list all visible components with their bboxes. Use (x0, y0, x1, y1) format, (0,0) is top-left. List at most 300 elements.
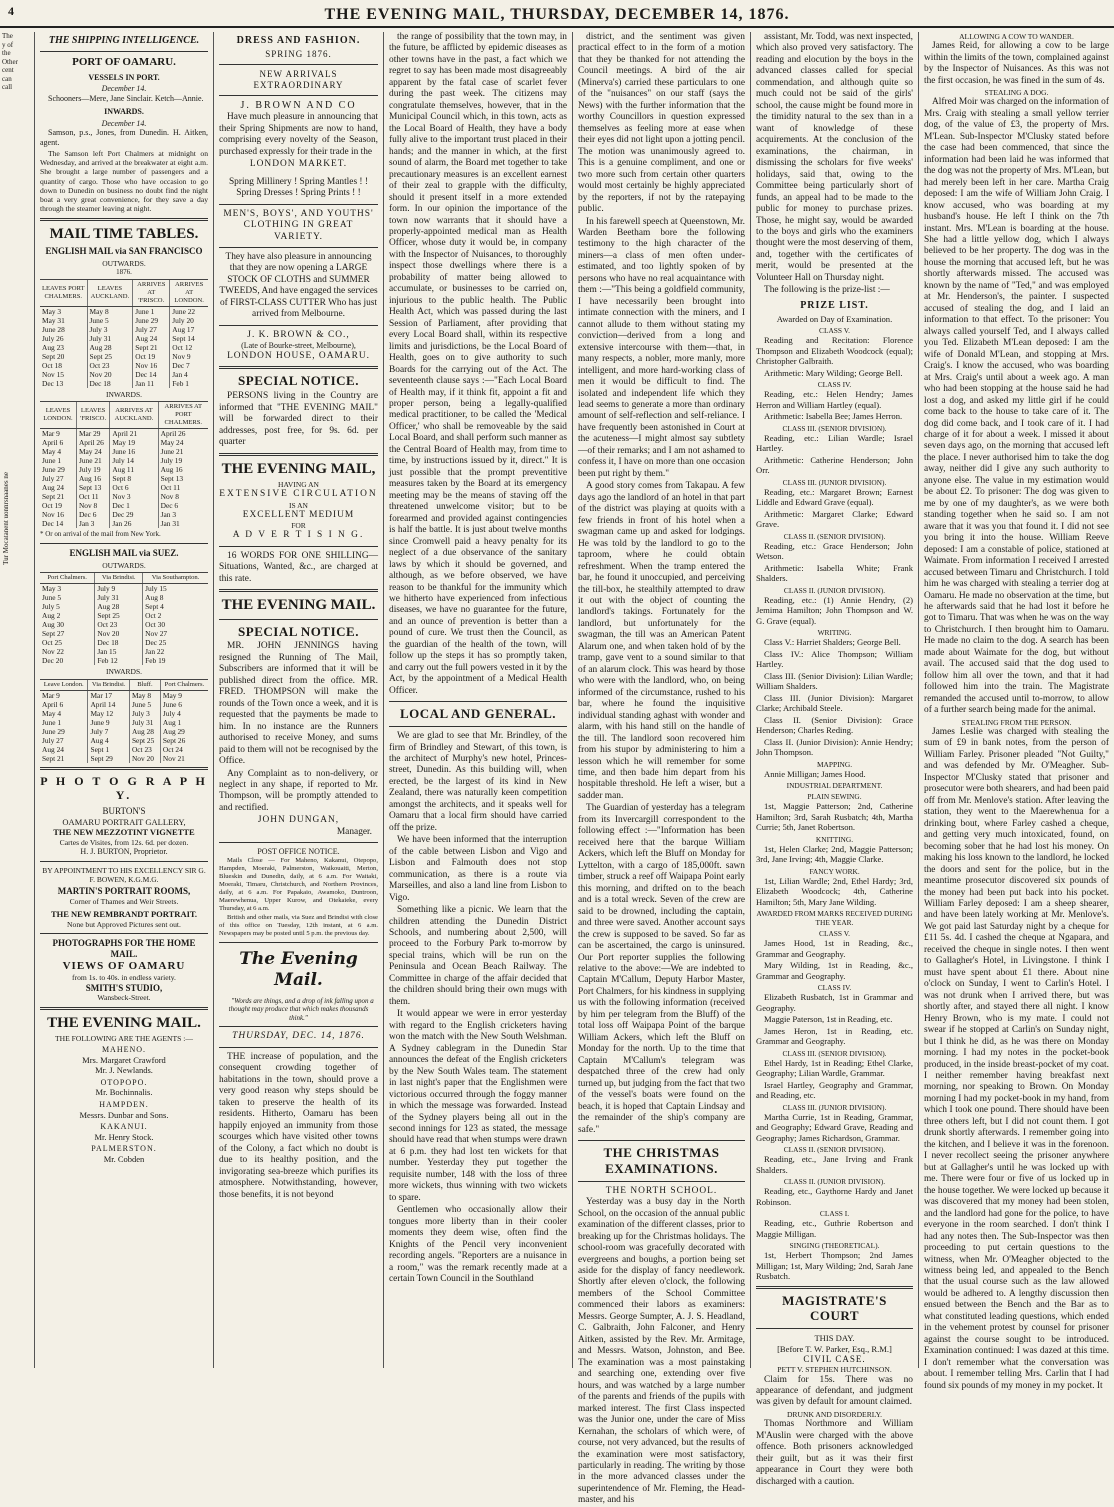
sf-in-cell: June 21 (76, 456, 109, 465)
margin-fragment: call (2, 83, 13, 92)
suez-in-cell: May 12 (88, 709, 129, 718)
suez-in-cell: June 5 (129, 700, 160, 709)
brown-text: Have much pleasure in announcing that their Spring Shipments are now to hand, comprising every novelty of the Season, purchased expressly for their trade in the (219, 112, 378, 157)
column-5 (750, 32, 918, 1487)
sf-in-cell: June 1 (42, 456, 62, 466)
mail-timetables-heading: MAIL TIME TABLES. (49, 225, 199, 242)
for-line: FOR (291, 521, 306, 531)
prize-class-heading: CLASS IV. (817, 380, 852, 390)
page-number: 4 (8, 4, 15, 18)
prize-entry: Arithmetic: Margaret Clarke; Edward Grave. (756, 508, 913, 530)
sf-out-cell: Sept 14 (170, 334, 208, 343)
mens-clothing: MEN'S, BOYS', AND YOUTHS' CLOTHING IN GREAT VARIETY. (223, 208, 374, 242)
prize-entry: Class II. (Senior Division): Grace Henderson; Charles Reding. (756, 714, 913, 736)
sf-out-cell: July 27 (133, 325, 170, 334)
suez-out-cell: July 31 (95, 593, 143, 602)
sf-out-cell: Sept 21 (133, 343, 170, 352)
sf-in-cell: Jan 31 (158, 519, 208, 528)
suez-out-cell: Oct 2 (143, 611, 208, 620)
sf-outwards-label: OUTWARDS. (102, 258, 146, 268)
vessels-text: Schooners—Mere, Jane Sinclair. Ketch—Annie. (48, 94, 204, 104)
sf-in-row (40, 519, 208, 528)
burton-vignette: THE NEW MEZZOTINT VIGNETTE (53, 827, 195, 838)
sf-in-header: LEAVES LONDON. (40, 402, 76, 429)
large-stock: They have also pleasure in announcing that they are now opening a LARGE STOCK OF CLOTHS and SUMMER TWEEDS, And have engaged the services of FIRST-CLASS CUTTER Who has just arrived from Melbourne. (219, 251, 378, 320)
sf-out-cell: Oct 12 (170, 343, 208, 352)
suez-in-row (40, 745, 208, 754)
suez-out-row (40, 647, 208, 656)
suez-in-cell: July 27 (42, 735, 64, 745)
prize-entry: Annie Milligan; James Hood. (764, 768, 866, 779)
is-an: IS AN (289, 500, 308, 510)
sf-out-cell: Aug 28 (87, 343, 133, 352)
prize-class-heading: CLASS V. (819, 929, 850, 939)
sf-inwards-label: INWARDS. (105, 389, 143, 399)
prize-class-heading: MAPPING. (816, 759, 853, 769)
this-day: THIS DAY. (814, 1333, 855, 1344)
sf-in-cell: Sept 8 (110, 474, 158, 483)
extensive-circulation: EXTENSIVE CIRCULATION (219, 489, 378, 500)
approved-line: None but Approved Pictures sent out. (67, 919, 181, 929)
sf-note: * Or on arrival of the mail from New York. (40, 530, 161, 539)
prize-class-heading: CLASS II. (SENIOR DIVISION). (783, 531, 886, 541)
sf-in-header: ARRIVES AT PORT CHALMERS. (158, 402, 208, 429)
suez-in-row (40, 754, 208, 763)
sf-out-row (40, 370, 208, 379)
suez-out-cell: Jan 22 (143, 647, 208, 656)
suez-in-cell: Aug 4 (88, 736, 129, 745)
local-cable: We have been informed that the interruption of the cable between Lisbon and Vigo and Lisbon and Falmouth does not stop communication, as there is a route via Marseilles, and also a land line from Lisbon to Vigo. (389, 835, 567, 903)
brown-heading: J. BROWN AND CO (240, 100, 357, 112)
margin-fragment: can (2, 74, 12, 83)
magistrates-court-heading: MAGISTRATE'S COURT (782, 1292, 887, 1324)
suez-in-cell: Sept 25 (129, 736, 160, 745)
brown-signature: J. K. BROWN & CO., (247, 329, 350, 340)
sf-out-row (40, 343, 208, 352)
suez-out-header: Via Southampton. (143, 573, 208, 584)
suez-out-cell: Nov 22 (42, 647, 64, 657)
margin-fragment: y of (2, 40, 14, 49)
sf-in-row (40, 456, 208, 465)
suez-out-cell: Nov 27 (143, 629, 208, 638)
sf-in-cell: Sept 13 (76, 483, 109, 492)
suez-in-cell: Nov 21 (160, 754, 208, 763)
prize-entry: James Heron, 1st in Reading, etc. Grammar and Geography. (756, 1025, 913, 1047)
suez-out-cell: June 5 (42, 593, 62, 603)
column-2 (213, 32, 383, 1368)
column-3 (383, 32, 572, 1368)
sf-out-cell: Sept 25 (87, 352, 133, 361)
north-school-heading: THE NORTH SCHOOL. (605, 1185, 718, 1196)
suez-out-row (40, 584, 208, 594)
suez-out-row (40, 593, 208, 602)
suez-in-cell: July 31 (129, 718, 160, 727)
civil-case-text: Claim for 15s. There was no appearance of defendant, and judgment was given by default for amount claimed. (756, 1374, 913, 1408)
appointment-text: BY APPOINTMENT TO HIS EXCELLENCY SIR G. F. BOWEN, K.G.M.G. (42, 865, 206, 884)
post-office-heading: POST OFFICE NOTICE. (257, 847, 340, 857)
suez-out-cell: May 3 (42, 584, 62, 594)
prize-entry: Class IV.: Alice Thompson; William Hartley. (756, 648, 913, 670)
sf-out-cell: Dec 13 (42, 378, 64, 388)
burton-proprietor: H. J. BURTON, Proprietor. (80, 847, 168, 857)
local-wreck: The Guardian of yesterday has a telegram from its Invercargill correspondent to the following effect :—"Information has been received here that the barque William Ackers, which left the Bluff on Monday for Lyttelton, with a cargo of 185,000ft. sawn timber, struck a reef off Waipapa Point early this morning, and drifted on to the beach and is a total wreck. Seven of the crew are said to be drowned, including the captain, and three were saved. Another account says the crew is supposed to be saved. So far as can be ascertained, the cargo is uninsured. Our Port reporter supplies the following relative to the above:—We are indebted to Captain M'Callum, Deputy Harbor Master, Port Chalmers, for his kindness in supplying us with the following information (received by him per telegram from the Bluff) of the total loss off Waipapa Point of the barque William Ackers, which left the Bluff on Monday for the north. Up to the time that Captain M'Callum's telegram was despatched three of the crew had only turned up, but judging from the fact that two of the vessel's boats were found on the beach, it is hoped that Captain Lindsay and the remainder of the ship's company are safe." (578, 803, 745, 1135)
sf-out-cell: Aug 17 (170, 325, 208, 334)
local-picnic: Something like a picnic. We learn that the children attending the Dunedin District Schools, and numbering about 2,500, will proceed to the Forbury Park to-morrow by special trains, which will be run on the Peninsula and Ocean Beach Railway. The Committee in charge of the affair decided that the children should bring their own mugs with them. (389, 905, 567, 1007)
prize-list (756, 326, 913, 1281)
sf-inwards-table (40, 401, 208, 528)
prize-entry: Elizabeth Rusbatch, 1st in Grammar and Geography. (756, 992, 913, 1013)
sf-in-cell: May 4 (42, 447, 62, 457)
prize-entry: Reading, etc., Guthrie Robertson and Maggie Milligan. (756, 1218, 913, 1239)
suez-in-header: Port Chalmers. (160, 679, 208, 690)
vessels-date: December 14. (101, 84, 147, 94)
prize-entry: Arithmetic: Isabella Bee; James Herron. (764, 411, 903, 422)
before-magistrate: [Before T. W. Parker, Esq., R.M.] (777, 1343, 892, 1354)
rembrandt-line: THE NEW REMBRANDT PORTRAIT. (50, 909, 198, 920)
prize-list-intro: The following is the prize-list :— (764, 285, 890, 296)
suez-out-cell: Aug 2 (42, 611, 61, 621)
suez-in-row (40, 718, 208, 727)
sf-in-cell: July 27 (42, 474, 64, 484)
suez-in-cell: April 14 (88, 700, 129, 709)
civil-case-title: PETT V. STEPHEN HUTCHINSON. (777, 1365, 892, 1375)
home-mail-heading: PHOTOGRAPHS FOR THE HOME MAIL. (52, 937, 196, 959)
complaint-notice: Any Complaint as to non-delivery, or neglect in any shape, if reported to Mr. Thompson, will be promptly attended to and rectified. (219, 768, 378, 813)
suez-out-cell: Dec 20 (42, 656, 64, 666)
prize-class-heading: CLASS III. (SENIOR DIVISION). (782, 1048, 887, 1058)
person-text: James Leslie was charged with stealing the sum of £9 in bank notes, from the person of William Farley. Prisoner pleaded "Not Guilty," and was defended by Mr. O'Meagher. Sub-Inspector M'Clusky stated that prisoner and prosecutor were both shearers, and had been paid off from Mr. Menlove's station. After leaving the station, they went to the Maerewhenua for a drinking bout, where Farley cashed a cheque, and getting very much intoxicated, found, on becoming sober that he had lost his money. On making his loss known to the landlord, he locked the doors and sent for the police, but in the meantime prosecutor discovered six pounds of the money had been put back into his pocket. William Farley deposed: I am a sheep shearer, and have been lately working at Mr. Menlove's. We got paid last Saturday night by a cheque for £11 5s. 4d. I cashed the cheque at Ngapara, and received the cheque in single notes. I then went to Gallagher's Hotel, in Livingstone. I think I must have spent about £1 there. About nine o'clock on Sunday, I went to Carlin's Hotel. I was not drunk when I arrived there, but was shortly after, and stayed there all night. I know Henry Brown, who is my mate. I could not swear if he stopped at Carlin's on Sunday night, but I think he did, as he was there on Monday morning. I had my notes in the pocket-book produced, in the inside breast-pocket of my coat. I neither remember having breakfast next morning, nor speaking to Brown. On Monday morning I had my pocket-book in my hand, from which I took one pound. There should have been three others left, but I did not count them. I got drunk shortly afterwards. I remember going into the kitchen, and I believe it was in the forenoon. I never recollect seeing the prisoner anywhere but at Gallagher's until he was locked up with me. There were four or five of us locked up in the house together. We were locked up because it was discovered that my money had been stolen, and the landlord had gone for the police, to have everyone in the room searched. I don't think I had any notes then. The Sub-Inspector was then proceeding to put certain questions to the witness, when Mr. O'Meagher objected to the witness being led, and appealed to the Bench that the usual course such as the law allowed would be adhered to. A lengthy discussion then ensued between the Bench and the Bar as to what constituted leading questions, which ended in the vehement protest by counsel for prisoner against the course sought to be introduced. Examination continued: I was dazed at this time. I don't remember what the conversation was about. I remember telling Mrs. Carlin that I had found six pounds of my money in my pocket. It (924, 726, 1109, 1391)
suez-out-cell: Dec 18 (95, 638, 143, 647)
suez-in-row (40, 709, 208, 718)
agent-place: MAHENO. (101, 1045, 147, 1055)
sf-in-cell: Jan 26 (110, 519, 158, 528)
suez-out-row (40, 611, 208, 620)
suez-out-row (40, 602, 208, 611)
prize-class-heading: FANCY WORK. (809, 866, 860, 876)
prize-entry: Arithmetic: Catherine Henderson; John Orr. (756, 454, 913, 476)
burton-gallery: OAMARU PORTRAIT GALLERY, (62, 817, 186, 828)
sf-out-row (40, 334, 208, 343)
suez-out-cell: Oct 23 (95, 620, 143, 629)
sf-out-cell: Nov 20 (87, 370, 133, 379)
sf-in-cell: Aug 11 (110, 465, 158, 474)
prize-list-heading: PRIZE LIST. (800, 299, 869, 311)
margin-column (0, 32, 34, 1368)
sf-out-cell: June 29 (133, 316, 170, 325)
jennings-notice: MR. JOHN JENNINGS having resigned the Running of The Mail, Subscribers are informed that it will be published direct from the office. MR. FRED. THOMPSON will make the rounds of the Town once a week, and it is requested that the payments be made to him. In no instance are the Runners authorised to receive Money, and sums paid to them will not be recognised by the Office. (219, 641, 378, 767)
suez-out-row (40, 638, 208, 647)
suez-inwards-table (40, 679, 208, 763)
suez-in-cell: Oct 23 (129, 745, 160, 754)
prize-class-heading: CLASS I. (819, 1209, 850, 1219)
sf-in-cell: Dec 6 (158, 501, 208, 510)
sf-out-cell: May 31 (42, 315, 65, 325)
sf-out-cell: Dec 14 (133, 370, 170, 379)
sf-in-cell: Oct 11 (158, 483, 208, 492)
masthead-motto: "Words are things, and a drop of ink falling upon a thought may produce that which makes thousands think." (228, 996, 374, 1022)
samson-text: The Samson left Port Chalmers at midnight on Wednesday, and arrived at the breakwater at eight a.m. She brought a large number of passengers and a quantity of cargo. Those who have occasion to go down to Dunedin on business no doubt find the night boat a very great convenience, for they save a day through the steamer leaving at night. (40, 148, 208, 214)
dungan-signature: JOHN DUNGAN, (257, 815, 340, 826)
sf-out-row (40, 361, 208, 370)
suez-in-cell: Sept 21 (42, 753, 65, 763)
prize-entry: James Hood, 1st in Reading, &c., Grammar and Geography. (756, 938, 913, 959)
sf-in-cell: Aug 16 (76, 474, 109, 483)
sf-out-cell: Aug 24 (133, 334, 170, 343)
sf-out-header: ARRIVES AT LONDON. (170, 279, 208, 306)
margin-side-text: Tur Mocatanent uonnrsnaanes ne (2, 471, 10, 565)
drunk-heading: DRUNK AND DISORDERLY. (786, 1409, 883, 1419)
dog-heading: STEALING A DOG. (984, 88, 1049, 98)
suez-out-cell: Feb 12 (95, 656, 143, 665)
suez-in-cell: Sept 1 (88, 745, 129, 754)
suez-in-cell: June 1 (42, 717, 62, 727)
suez-in-cell: Aug 1 (160, 718, 208, 727)
sf-in-row (40, 501, 208, 510)
agent-entry (40, 1065, 208, 1075)
sf-out-cell: Nov 16 (133, 361, 170, 370)
suez-out-cell: Oct 25 (42, 638, 62, 648)
agent-entry (40, 1122, 208, 1142)
prize-entry: Arithmetic: Isabella White; Frank Shalders. (756, 562, 913, 584)
sf-in-header: ARRIVES AT AUCKLAND. (110, 402, 158, 429)
sf-in-row (40, 510, 208, 519)
suez-in-header: Leave London. (40, 679, 88, 690)
sf-out-cell: June 1 (133, 306, 170, 316)
prize-entry: Arithmetic: Mary Wilding; George Bell. (764, 367, 903, 378)
suez-in-cell: May 8 (129, 690, 160, 700)
suez-out-cell: Aug 30 (42, 620, 64, 630)
mails-close-text: Mails Close — For Maheno, Kakanui, Otepopo, Hampden, Moeraki, Palmerston, Waikouaiti, Merton, Blueskin and Dunedin, daily, at 6 a.m. For Waitaki, Moeraki, Timaru, Christchurch, and Northern Provinces, daily, at 6 a.m. For Papakaio, Awamoko, Duntroon, Maerewhenua, Upper Kurow, and Otekaieke, every Thursday, at 6 a.m. (219, 857, 378, 913)
photography-heading: P H O T O G R A P H Y. (40, 773, 208, 803)
suez-out-row (40, 620, 208, 629)
agent-entry (40, 1100, 208, 1120)
local-swagman: A good story comes from Takapau. A few days ago the landlord of an hotel in that part of the district was playing at quoits with a few friends in front of his hotel when a swagman came up and asked for lodgings. He was told by the landlord to go to the taproom, where he could obtain refreshment. When the tramp entered the bar, he found it unoccupied, and perceiving the till-box, he stealthily attempted to draw it out with the object of counting the landlord's takings. Fortunately for the landlord, but unfortunately for the swagman, the till was an American Patent Alarum one, and when taken hold of by the tramp, gave vent to a sound similar to that of an alarum clock. This was heard by those who were with the landlord, who, on being informed of the circumstance, rushed to his bar, where he found the inquisitive individual standing aghast with wonder and alarm, with his hand still on the handle of the till. The landlord soon recovered him from his stupor by administering to him a lesson which he will remember for some time, and then bade him depart from his hospitable threshold. He left a wiser, but a sadder man. (578, 481, 745, 801)
prize-entry: Reading, etc.: (1) Annie Hendry, (2) Jemima Hamilton; John Thompson and W. G. Grave (equal). (756, 594, 913, 626)
inwards-date: December 14. (101, 118, 147, 128)
burton-name: BURTON'S (102, 806, 146, 817)
agent-place: PALMERSTON. (91, 1144, 157, 1154)
prize-class-heading: CLASS II. (SENIOR DIVISION). (783, 1145, 886, 1155)
sf-out-row (40, 352, 208, 361)
prize-entry: Reading, etc.: Helen Hendry; James Herron and William Hartley (equal). (756, 389, 913, 410)
sf-in-cell: Oct 11 (76, 492, 109, 501)
civil-case-heading: CIVIL CASE. (803, 1354, 866, 1365)
local-brindley: We are glad to see that Mr. Brindley, of the firm of Brindley and Stewart, of this town, is the architect of Murphy's new hotel, Princes-street, Dunedin. As this building will, when erected, be the largest of its kind in New Zealand, there was naturally keen competition amongst the architects, and it speaks well for Oamaru that a local firm should have carried off the prize. (389, 731, 567, 833)
prize-entry: 1st, Herbert Thompson; 2nd James Milligan; 1st, Mary Wilding; 2nd, Sarah Jane Rusbatch. (756, 1250, 913, 1282)
suez-in-cell: June 9 (88, 718, 129, 727)
sf-out-cell: July 20 (170, 316, 208, 325)
prize-entry: Class III. (Senior Division): Lilian Wardle; William Shalders. (756, 670, 913, 692)
prize-entry: Ethel Hardy, 1st in Reading; Ethel Clarke, Geography; Lilian Wardle, Grammar. (756, 1057, 913, 1079)
agent-name: Mrs. Margaret Crawford (82, 1055, 166, 1066)
suez-out-cell: Aug 8 (143, 593, 208, 602)
sf-out-header: LEAVES AUCKLAND. (87, 279, 133, 306)
suez-in-cell: July 7 (88, 727, 129, 736)
margin-fragments (2, 32, 32, 92)
martin-address: Corner of Thames and Weir Streets. (69, 897, 179, 907)
sf-out-cell: Oct 23 (87, 361, 133, 370)
suez-in-cell: June 6 (160, 700, 208, 709)
agents-intro: THE FOLLOWING ARE THE AGENTS :— (54, 1034, 193, 1044)
special-notice-2: SPECIAL NOTICE. (238, 623, 359, 639)
suez-in-header: Bluff. (129, 679, 160, 690)
sf-in-row (40, 429, 208, 439)
prize-entry: 1st, Lilian Wardle; 2nd, Ethel Hardy; 3rd, Elizabeth Woodcock; 4th, Catherine Hamilton; 5th, Mary Jane Wilding. (756, 875, 913, 907)
suez-out-cell: Dec 25 (143, 638, 208, 647)
prize-class-heading: CLASS III. (JUNIOR DIVISION). (782, 477, 887, 487)
suez-in-row (40, 736, 208, 745)
agent-entry (40, 1045, 208, 1065)
sf-out-header: ARRIVES AT 'FRISCO. (133, 279, 170, 306)
sf-in-cell: April 26 (158, 429, 208, 439)
special-notice-1: SPECIAL NOTICE. (238, 373, 359, 389)
suez-in-cell: July 4 (160, 709, 208, 718)
sf-in-cell: Oct 19 (42, 501, 62, 511)
sf-in-cell: Mar 29 (76, 429, 109, 439)
cow-heading: ALLOWING A COW TO WANDER. (959, 32, 1074, 41)
local-miners: In his farewell speech at Queenstown, Mr. Warden Beetham bore the following testimony to the high character of the miners—a class of men often under-estimated, and too lightly spoken of by persons who have no real acquaintance with them :—"This being a goldfield community, I have necessarily been brought into intimate connection with the miners, and I cannot allude to them without stating my conviction—derived from a long and extensive intercourse with them—that, in many respects, a nobler, more manly, more intelligent, and more hard-working class of men it would be difficult to find. The isolated and independent life which they lead seems to generate a more than ordinary amount of self-reflection and self-reliance. I have frequently been astonished in Court at the acuteness—I might almost say subtlety—of their remarks; and I am not ashamed to confess it, I have on more than one occasion been put right by them." (578, 216, 745, 479)
british-mails-text: British and other mails, via Suez and Brindisi with close of this office on Tuesday, 12th instant, at 6 a.m. Newspapers may be posted until 5 p.m. the previous day. (219, 914, 378, 938)
agent-place: OTOPOPO. (100, 1077, 148, 1087)
margin-fragment: cent (2, 66, 14, 75)
prize-class-heading: PLAIN SEWING. (807, 792, 862, 802)
sf-in-header: LEAVES 'FRISCO. (76, 402, 109, 429)
sf-in-cell: Nov 3 (110, 492, 158, 501)
agent-entry (40, 1144, 208, 1164)
suez-in-cell: Aug 24 (42, 744, 64, 754)
sf-out-cell: Nov 9 (170, 352, 208, 361)
sf-in-cell: Mar 9 (42, 429, 60, 439)
london-house: LONDON HOUSE, OAMARU. (227, 351, 370, 361)
suez-outwards-table (40, 572, 208, 665)
local-general-heading: LOCAL AND GENERAL. (400, 706, 556, 722)
sf-in-row (40, 492, 208, 501)
prize-class-heading: CLASS V. (819, 326, 850, 336)
sf-out-row (40, 316, 208, 325)
sf-in-cell: Nov 16 (42, 510, 64, 520)
suez-in-cell: May 4 (42, 708, 62, 718)
sf-in-cell: April 21 (110, 429, 158, 439)
sf-out-cell: July 31 (87, 334, 133, 343)
prize-class-heading: CLASS II. (JUNIOR DIVISION). (783, 585, 886, 595)
sf-in-cell: April 6 (42, 438, 64, 448)
views-heading: VIEWS OF OAMARU (62, 959, 186, 972)
suez-in-cell: Nov 20 (129, 754, 160, 763)
masthead-gothic-title: The Evening Mail. (239, 949, 358, 991)
sf-in-cell: July 14 (110, 456, 158, 465)
prize-entry: Reading, etc.: Grace Henderson; John Wetson. (756, 540, 913, 562)
agent-name: Mr. Bochinnalis. (95, 1087, 153, 1098)
suez-inwards-label: INWARDS. (105, 667, 143, 677)
sf-out-cell: Dec 7 (170, 361, 208, 370)
sf-in-cell: June 29 (42, 465, 65, 475)
prize-entry: Reading, etc.: Lilian Wardle; Israel Hartley. (756, 432, 913, 454)
sf-in-cell: Dec 14 (42, 519, 64, 529)
sf-out-cell: July 3 (87, 325, 133, 334)
evening-mail-heading-2: THE EVENING MAIL. (221, 597, 376, 614)
prize-class-heading: CLASS IV. (817, 983, 852, 993)
sf-in-cell: May 24 (158, 438, 208, 447)
prize-entry: Class V.: Harriet Shalders; George Bell. (764, 637, 901, 648)
masthead (0, 0, 1114, 28)
prize-entry: Reading, etc., Jane Irving and Frank Shalders. (756, 1154, 913, 1175)
sf-out-cell: Dec 18 (87, 379, 133, 388)
suez-out-cell: Jan 15 (95, 647, 143, 656)
north-school-report: Yesterday was a busy day in the North School, on the occasion of the annual public examination of the different classes, prior to breaking up for the Christmas holidays. The school-room was gracefully decorated with evergreens and boughs, a portion being set aside for the display of fancy needlework. Shortly after eleven o'clock, the following members of the School Committee commenced their labors as examiners: Messrs. George Sumpter, A. J. S. Headland, C. Galbraith, John Falconer, and Henry Aitken, assisted by the Rev. Mr. Armitage, and Messrs. Watson, Johnston, and Bee. The examination was a most painstaking and searching one, extending over five hours, and was watched by a large number of the parents and friends of the pupils with marked interest. The first Class inspected was the Junior one, under the care of Miss Kernahan, the scholars of which were, of course, not very advanced, but the results of the examination were most satisfactory, particularly in reading. The writing by those in the more advanced classes under the superintendence of Mr. Fleming, the Head-master, and his (578, 1197, 745, 1506)
suez-in-row (40, 727, 208, 736)
suez-out-cell: July 9 (95, 584, 143, 594)
prize-class-heading: KNITTING. (815, 834, 854, 844)
sf-out-cell: Nov 15 (42, 369, 64, 379)
sf-in-row (40, 474, 208, 483)
suez-in-cell: Oct 24 (160, 745, 208, 754)
sf-in-cell: Oct 6 (110, 483, 158, 492)
suez-out-header: Via Brindisi. (95, 573, 143, 584)
london-market: LONDON MARKET. (249, 159, 348, 170)
suez-out-row (40, 656, 208, 665)
sf-out-cell: Oct 19 (133, 352, 170, 361)
column-6 (918, 32, 1114, 1391)
inwards-text: Samson, p.s., Jones, from Dunedin. H. Aitken, agent. (40, 128, 208, 148)
prize-entry: Maggie Paterson, 1st in Reading, etc. (764, 1014, 893, 1025)
prize-class-heading: CLASS III. (JUNIOR DIVISION). (782, 1102, 887, 1112)
sf-in-cell: July 19 (76, 465, 109, 474)
prize-entry: Reading, etc., Gaythorne Hardy and Janet Robinson. (756, 1186, 913, 1207)
prize-entry: Israel Hartley, Geography and Grammar, and Reading, etc. (756, 1079, 913, 1101)
suez-in-row (40, 690, 208, 700)
dog-text: Alfred Moir was charged on the information of Mrs. Craig with stealing a small yellow terrier dog, of the value of £3, the property of Mrs. M'Lean. Sub-Inspector M'Clusky stated before the case had been commenced, that since the information had been laid he was informed that the dog was not the property of Mrs. M'Lean, but had merely been left in her care. Martha Craig deposed: I am the wife of William John Craig. I know accused, who was boarding at my husband's house. He left I think on the 7th instant. Mrs. M'Lean is boarding at the house. She had a little yellow dog, which I always believed to be her property. The dog was in the house the morning that accused left, but he was shortly afterwards missed. The accused was known by the name of "Ted," and was employed at Mr. Henderson's, the painter. I suspected accused of stealing the dog, and I laid an information to that effect. To the prisoner: You always called yourself Ted, and I always called you Ted. Elizabeth M'Lean deposed: I am the wife of Donald M'Lean, and stopping at Mrs. Craig's. I know the accused, who was boarding at Mrs. Craig's until about a week ago. A man who had been stopping at the house said he had lost a dog, and asked my little girl if he could come back to the house to take care of it. The dog did come back, and I took care of it. I had charge of it for about a week. I missed it about seven days ago, on the morning that accused left the place. I never authorised him to take the dog away, neither did I give any such authority to anyone else. The value in my estimation would be about £2. To prisoner: The dog was given to me by one of my daughter's, as we were both standing together when he said so. I am not aware that it was you that found it. I did not see you bring it into the house. William Reeve deposed: I am a constable of police, stationed at Waimate. From information I received I arrested accused between Timaru and Christchurch. I told him he was charged with stealing a terrier dog at Oamaru. He made no observation at the time, but he afterwards said that he had lost it before he got to Timaru. That was when he was on the way to Christchurch. I then brought him to Oamaru. He made no claim to the dog. A search has been made about Waimate for the dog, but without avail. The accused said that the dog used to follow him all over the town, and that it had followed him into the train. The Magistrate remanded the accused until to-morrow, to allow of a further search being made for the animal. (924, 97, 1109, 716)
agent-name: Mr. Henry Stock. (94, 1131, 154, 1142)
fashion-heading: DRESS AND FASHION. (236, 35, 361, 46)
column-4 (572, 32, 750, 1506)
spring-items-2: Spring Dresses ! Spring Prints ! ! (236, 188, 361, 199)
evening-mail-ad-heading: THE EVENING MAIL, (221, 460, 376, 477)
sf-in-cell: Jan 3 (76, 519, 109, 528)
leader-continued: the range of possibility that the town may, in the future, be afflicted by epidemic diseases as other towns have in the past, a fact which we regret to say has been made most disagreeably apparent by the fatal case of scarlet fever during the past week. The citizens may congratulate themselves, however, that in the Municipal Council which, in this town, acts as the Local Board of Health, they have a body fully alive to the important trust placed in their hands; and the manner in which, at the first sound of alarm, the Board met together to take precautionary measures is an excellent earnest of their zeal to grapple with the difficulty, should it present itself in a more extended form. In our opinion the importance of the town now warrants that it should have a properly-appointed medical man as Health Officer, whose duty it would be, in company with the Inspector of Nuisances, to thoroughly inspect those dwellings where there is a probability of matter being allowed to accumulate, or businesses to be carried on, injurious to the public health. The Public Health Act, which was passed during the last Session of Parliament, after providing that every Local Board shall, within its respective limits and jurisdictions, be the Local Board of Health, goes on to give authority to such Boards for the carrying out of the Act. The seventeenth clause says :—"Each Local Board of Health may, if it think fit, appoint a fit and proper person, being a legally-qualified medical practitioner, to be called the 'Medical Officer,' who shall be removeable by the said Local Board, and shall perform such manner as the Central Board of Health may, from time to time, by instructions issued by it, direct." It is just possible that the prompt preventitive measures taken by the Board at its emergency meeting may be the means of staving off the threatened unwelcome visitor; but to be forearmed and provided against contingencies is half the battle. It is just about twelve months since Cromwell paid a heavy penalty for its neglect of a due observance of the sanitary laws by which it should be governed, and although, as we before observed, we have reason to be thankful for the immunity which we hitherto have experienced from infectious diseases, we have no guarantee for the future, and an ounce of prevention is better than a pound of cure. We trust then the Council, as the guardian of the health of the town, will follow up the steps it has so promptly taken, and carry out the full powers vested in it by the Act, by the appointment of a Medical Health Officer. (389, 32, 567, 696)
margin-fragment: The (2, 32, 13, 40)
sf-out-cell: Feb 1 (170, 379, 208, 388)
suez-out-header: Port Chalmers. (40, 573, 95, 584)
sf-out-row (40, 306, 208, 316)
margin-fragment: Other (2, 57, 18, 66)
sf-in-cell: Nov 8 (76, 501, 109, 510)
local-cricket: It would appear we were in error yesterday with regard to the English cricketers having won the match with the New South Welshman. A Sydney cablegram in the Dunedin Star announces the defeat of the English cricketers by the New South Wales team. The statement in last night's paper that the Englishmen were victorious occurred through the foggy manner in which the message was forwarded. Instead of the Sydney players being all out in the second innings for 123 as stated, the message should have read that when stumps were drawn at 6 p.m. they had lost ten wickets for that number. Yesterday they put together the requisite number, 148 with the loss of three more wickets, thus winning with two wickets to spare. (389, 1009, 567, 1203)
sf-in-cell: Dec 29 (110, 510, 158, 519)
prize-class-heading: CLASS II. (JUNIOR DIVISION). (783, 1177, 886, 1187)
excellent-medium: EXCELLENT MEDIUM (242, 509, 355, 520)
christmas-exams-heading: THE CHRISTMAS EXAMINATIONS. (603, 1145, 720, 1176)
sf-in-cell: April 26 (76, 438, 109, 447)
sixteen-words: 16 WORDS FOR ONE SHILLING— Situations, Wanted, &c., are charged at this rate. (219, 550, 378, 584)
sf-out-cell: June 5 (87, 316, 133, 325)
sf-out-cell: Sept 20 (42, 351, 65, 361)
sf-in-cell: June 16 (110, 447, 158, 456)
sf-out-cell: Jan 11 (133, 379, 170, 388)
sf-out-header: LEAVES PORT CHALMERS. (40, 279, 87, 306)
suez-out-cell: Sept 27 (42, 629, 65, 639)
margin-fragment: the (2, 49, 11, 58)
prize-entry: Reading and Recitation: Florence Thompson and Elizabeth Woodcock (equal); Christopher Galbraith. (756, 335, 913, 367)
sf-year: 1876. (116, 268, 132, 276)
sf-out-cell: June 22 (170, 306, 208, 316)
suez-in-cell: Sept 26 (160, 736, 208, 745)
suez-out-cell: Nov 20 (95, 629, 143, 638)
evening-mail-agents-heading: THE EVENING MAIL. (47, 1014, 201, 1031)
suez-out-cell: Sept 25 (95, 611, 143, 620)
suez-in-cell: June 29 (42, 726, 65, 736)
agent-place: HAMPDEN. (99, 1099, 149, 1109)
sf-out-row (40, 325, 208, 334)
